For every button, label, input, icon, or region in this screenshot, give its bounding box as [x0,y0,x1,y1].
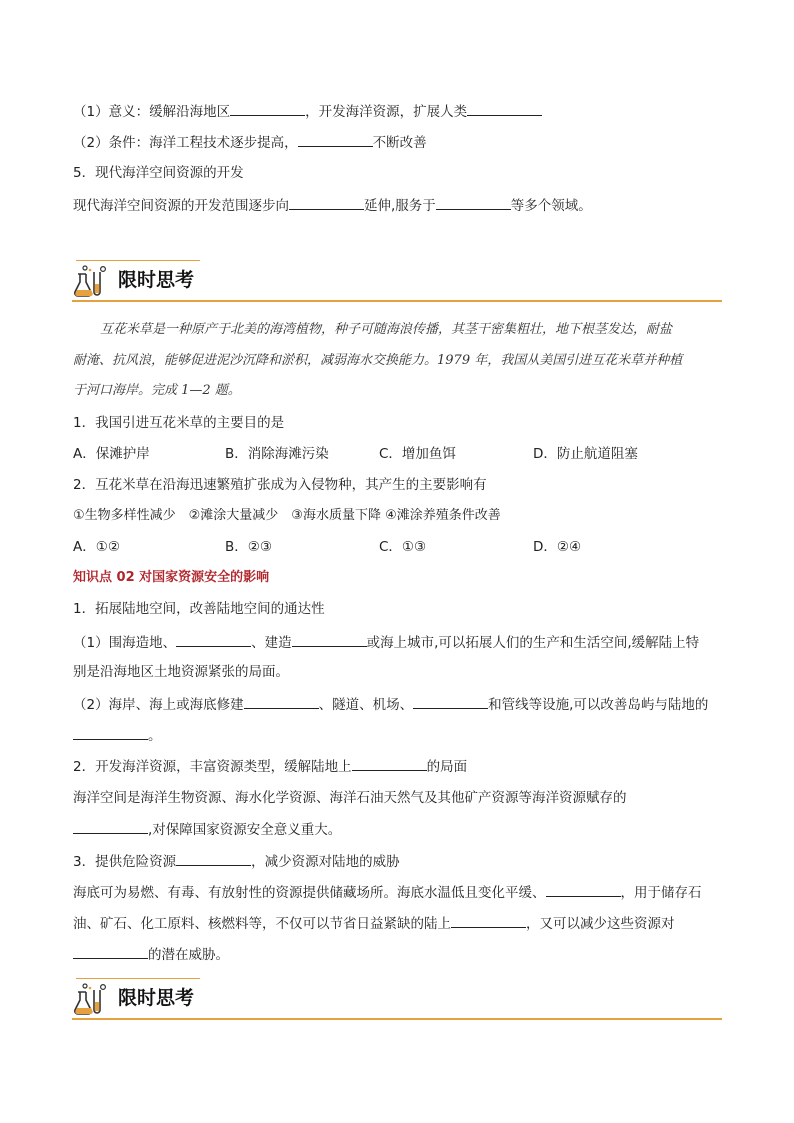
text-line [73,132,427,153]
text-segment: ，开发海洋资源，扩展人类 [305,104,468,120]
question-stem: 2．互花米草在沿海迅速繁殖扩张成为入侵物种，其产生的主要影响有 [73,477,487,493]
knowledge-point-heading: 知识点 02 对国家资源安全的影响 [73,570,270,585]
fill-blank[interactable] [73,725,148,740]
option-a[interactable]: A．保滩护岸 [73,446,150,462]
text-segment: 海底可为易燃、有毒、有放射性的资源提供储藏场所。海底水温低且变化平缓、 [73,885,546,901]
fill-blank[interactable] [73,819,148,834]
text-line [73,694,708,715]
option-d[interactable]: D．②④ [533,539,582,555]
section-header [72,976,722,1020]
text-segment: 和管线等设施,可以改善岛屿与陆地的 [488,697,709,713]
fill-blank[interactable] [176,632,251,647]
lab-flask-icon [72,982,108,1016]
option-c[interactable]: C．增加鱼饵 [379,446,456,462]
passage-line: 互花米草是一种原产于北美的海湾植物，种子可随海浪传播，其茎干密集粗壮，地下根茎发达，耐盐 [100,322,673,337]
option-b[interactable]: B．②③ [225,539,272,555]
text-segment: 或海上城市,可以拓展人们的生产和生活空间,缓解陆上特 [366,635,700,651]
passage-line: 于河口海岸。完成 1—2 题。 [73,383,241,398]
text-segment: 。 [148,728,162,744]
text-line [73,819,341,840]
fill-blank[interactable] [244,694,319,709]
fill-blank[interactable] [451,913,526,928]
text-line: 别是沿海地区土地资源紧张的局面。 [73,664,289,680]
text-segment: （1）围海造地、 [73,635,177,651]
option-c[interactable]: C．①③ [379,539,427,555]
option-b[interactable]: B．消除海滩污染 [225,446,329,462]
passage-line: 耐淹、抗风浪，能够促进泥沙沉降和淤积，减弱海水交换能力。1979 年，我国从美国引进互花米草并种植 [73,353,683,368]
divider [72,300,722,302]
section-title: 限时思考 [118,269,195,291]
text-segment: 3．提供危险资源 [73,854,177,870]
fill-blank[interactable] [73,944,148,959]
text-segment: 不断改善 [372,135,427,151]
fill-blank[interactable] [289,195,364,210]
text-segment: ，用于储存石 [620,885,702,901]
text-line [73,913,675,934]
heading-line [73,756,467,777]
text-segment: （2）海岸、海上或海底修建 [73,697,244,713]
fill-blank[interactable] [352,756,427,771]
fill-blank[interactable] [230,101,305,116]
text-segment: ,对保障国家资源安全意义重大。 [148,822,342,838]
fill-blank[interactable] [436,195,511,210]
text-line [73,882,702,903]
question-stem: 1．我国引进互花米草的主要目的是 [73,415,285,431]
text-segment: 油、矿石、化工原料、核燃料等，不仅可以节省日益紧缺的陆上 [73,916,451,932]
fill-blank[interactable] [413,694,488,709]
text-segment: 2．开发海洋资源，丰富资源类型，缓解陆地上 [73,759,352,775]
text-segment: （2）条件：海洋工程技术逐步提高， [73,135,298,151]
heading-line: 5．现代海洋空间资源的开发 [73,165,244,181]
fill-blank[interactable] [546,882,621,897]
text-line [73,195,592,216]
divider [72,1018,722,1020]
text-segment: 的局面 [426,759,468,775]
option-d[interactable]: D．防止航道阻塞 [533,446,638,462]
question-items: ①生物多样性减少 ②滩涂大量减少 ③海水质量下降 ④滩涂养殖条件改善 [73,508,501,523]
lab-flask-icon [72,264,108,298]
divider [76,978,200,979]
text-segment: ，又可以减少这些资源对 [526,916,675,932]
text-segment: ，减少资源对陆地的威胁 [251,854,400,870]
divider [76,260,200,261]
fill-blank[interactable] [467,101,542,116]
text-line [73,725,162,746]
text-line [73,101,542,122]
fill-blank[interactable] [176,851,251,866]
text-segment: 等多个领域。 [510,198,592,214]
option-a[interactable]: A．①② [73,539,120,555]
text-segment: 、建造 [251,635,292,651]
fill-blank[interactable] [298,132,373,147]
heading-line: 1．拓展陆地空间，改善陆地空间的通达性 [73,601,325,617]
text-line: 海洋空间是海洋生物资源、海水化学资源、海洋石油天然气及其他矿产资源等海洋资源赋存的 [73,790,627,806]
text-segment: 延伸,服务于 [364,198,436,214]
section-title: 限时思考 [118,987,195,1009]
fill-blank[interactable] [292,632,367,647]
text-segment: 、隧道、机场、 [318,697,414,713]
text-segment: 现代海洋空间资源的开发范围逐步向 [73,198,289,214]
heading-line [73,851,400,872]
text-segment: 的潜在威胁。 [148,947,229,963]
section-header [72,258,722,302]
text-line [73,632,699,653]
text-segment: （1）意义：缓解沿海地区 [73,104,231,120]
text-line [73,944,229,965]
